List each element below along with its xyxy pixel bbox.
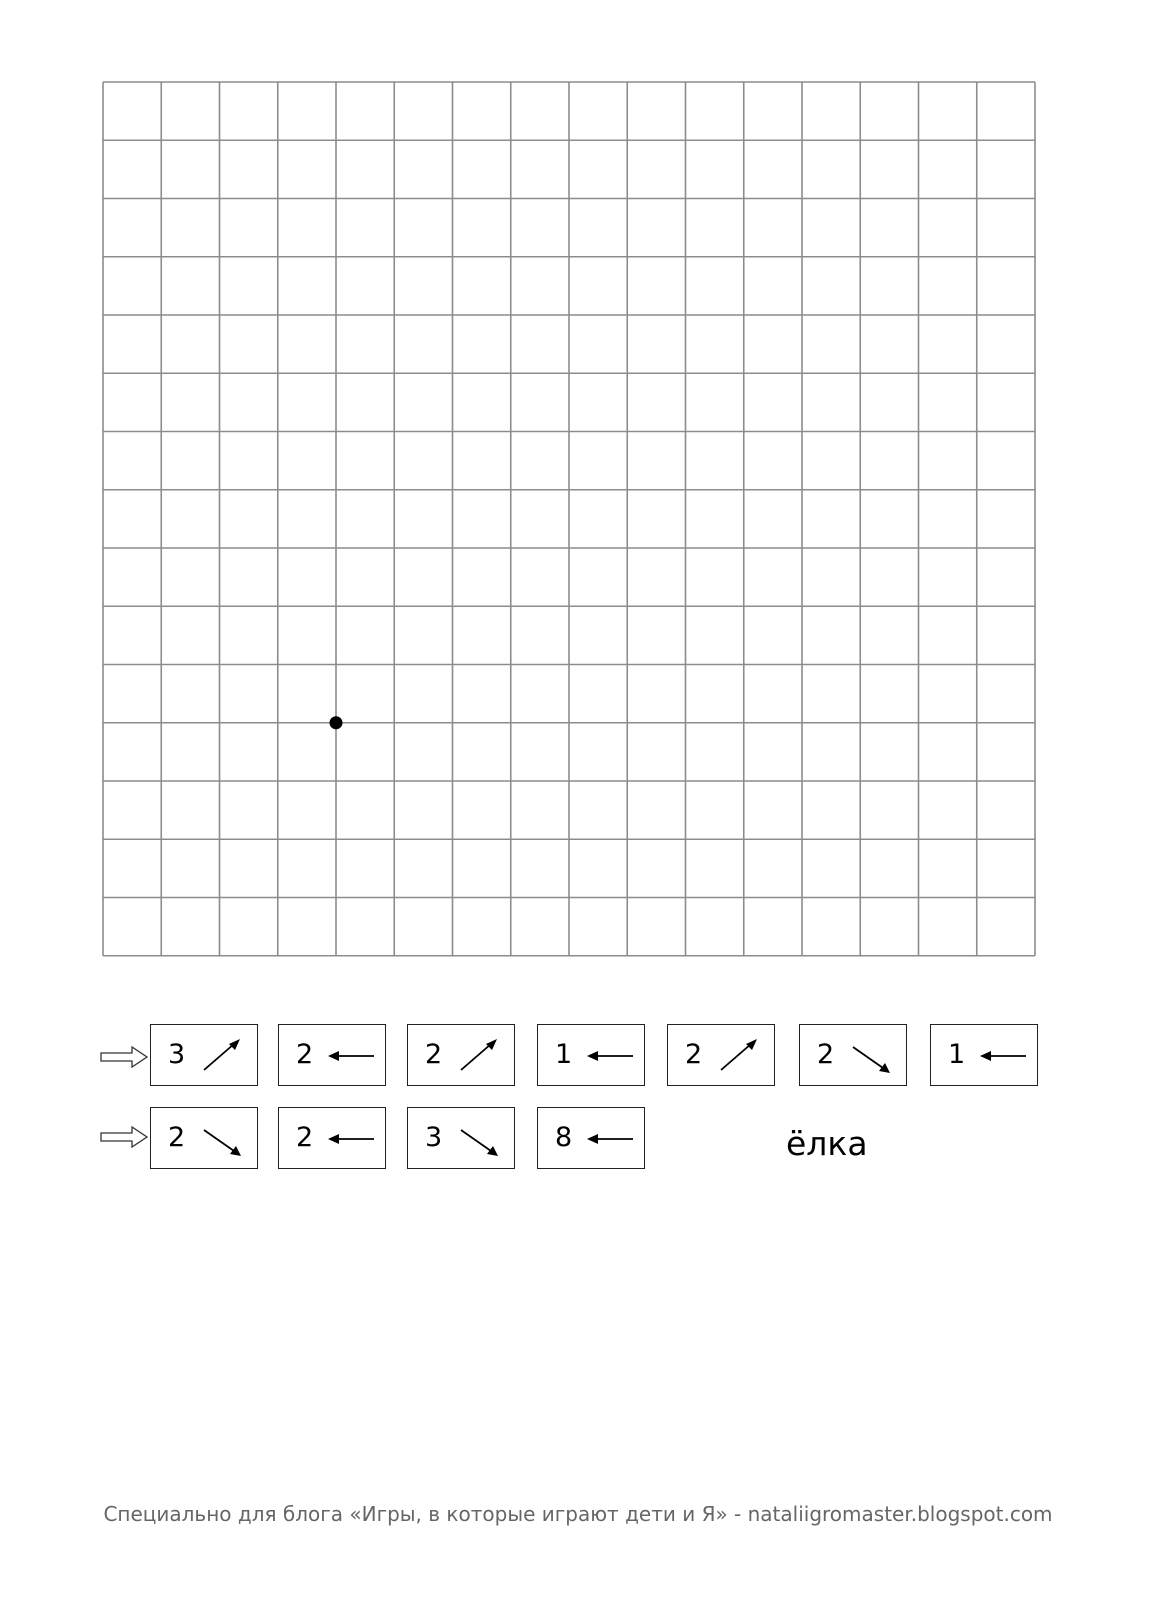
arrow-up-right-icon <box>453 1035 509 1077</box>
step-count: 1 <box>948 1039 966 1070</box>
step-count: 2 <box>685 1039 703 1070</box>
arrow-up-right-icon <box>713 1035 769 1077</box>
start-arrow-icon <box>100 1126 148 1148</box>
start-arrow-icon <box>100 1046 148 1068</box>
instruction-card <box>799 1024 907 1086</box>
step-count: 2 <box>425 1039 443 1070</box>
answer-word: ёлка <box>786 1124 868 1163</box>
instruction-card <box>667 1024 775 1086</box>
step-count: 2 <box>296 1039 314 1070</box>
step-count: 8 <box>555 1122 573 1153</box>
arrow-up-right-icon <box>196 1035 252 1077</box>
step-count: 3 <box>168 1039 186 1070</box>
arrow-left-icon <box>324 1035 380 1077</box>
step-count: 2 <box>296 1122 314 1153</box>
arrow-down-right-icon <box>196 1118 252 1160</box>
instruction-card <box>930 1024 1038 1086</box>
arrow-left-icon <box>583 1035 639 1077</box>
start-dot <box>330 716 343 729</box>
footer-credit: Специально для блога «Игры, в которые играют дети и Я» - nataliigromaster.blogspot.com <box>103 1502 1053 1526</box>
arrow-left-icon <box>324 1118 380 1160</box>
instruction-card <box>407 1024 515 1086</box>
instruction-card <box>537 1107 645 1169</box>
arrow-left-icon <box>976 1035 1032 1077</box>
instruction-card <box>278 1024 386 1086</box>
instruction-card <box>537 1024 645 1086</box>
instruction-card <box>150 1107 258 1169</box>
step-count: 3 <box>425 1122 443 1153</box>
arrow-down-right-icon <box>845 1035 901 1077</box>
step-count: 1 <box>555 1039 573 1070</box>
arrow-down-right-icon <box>453 1118 509 1160</box>
instruction-card <box>407 1107 515 1169</box>
step-count: 2 <box>168 1122 186 1153</box>
step-count: 2 <box>817 1039 835 1070</box>
instruction-card <box>150 1024 258 1086</box>
instruction-card <box>278 1107 386 1169</box>
arrow-left-icon <box>583 1118 639 1160</box>
